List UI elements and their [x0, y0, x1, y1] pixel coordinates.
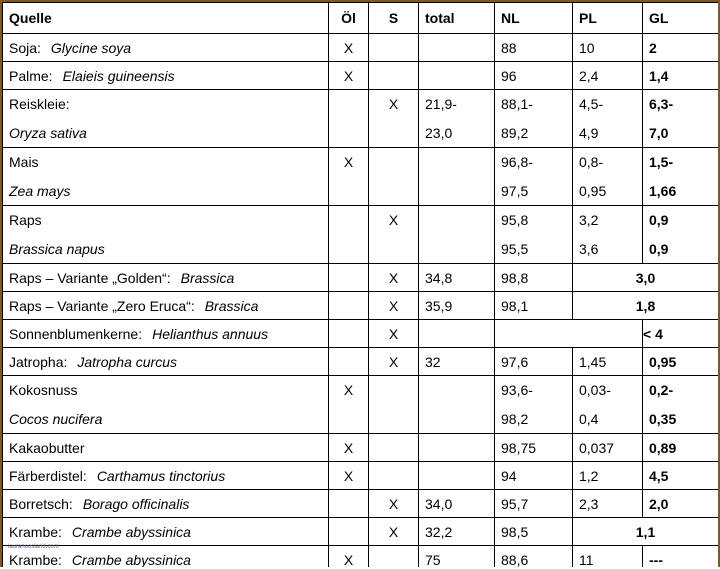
table-row	[3, 292, 719, 320]
gl-line: 7,0	[649, 125, 669, 141]
s-cell	[369, 546, 419, 568]
nl-cell: 88	[495, 34, 573, 62]
total-cell: 34,0	[419, 490, 495, 518]
pl-line: 4,9	[579, 125, 599, 141]
header-quelle: Quelle	[3, 3, 329, 34]
total-line	[419, 148, 494, 177]
pl-cell: 11	[573, 546, 643, 568]
total-line	[419, 206, 494, 235]
table-row	[3, 62, 719, 90]
oel-cell: X	[329, 62, 369, 90]
s-cell: X	[369, 90, 419, 148]
table-row	[3, 518, 719, 546]
nl-line: 93,6-	[501, 382, 533, 398]
nl-line: 88,1-	[501, 96, 533, 112]
source-cell	[3, 34, 329, 62]
table-row	[3, 148, 719, 206]
header-pl: PL	[573, 3, 643, 34]
header-s: S	[369, 3, 419, 34]
gl-cell	[643, 376, 719, 434]
nl-line: 96,8-	[501, 154, 533, 170]
s-cell: X	[369, 348, 419, 376]
source-latin: Cocos nucifera	[9, 411, 103, 427]
total-line: 21,9-	[425, 96, 457, 112]
s-cell: X	[369, 206, 419, 264]
source-name: Sonnenblumenkerne:	[9, 325, 143, 342]
source-name: Färberdistel:	[9, 467, 87, 484]
total-cell	[419, 90, 495, 148]
pl-cell: 0,037	[573, 434, 643, 462]
source-cell	[3, 264, 329, 292]
pl-line: 3,6	[579, 241, 599, 257]
gl-cell	[643, 148, 719, 206]
oel-cell: X	[329, 34, 369, 62]
total-line	[419, 235, 494, 263]
gl-line: 6,3-	[649, 96, 674, 112]
table-row	[3, 206, 719, 264]
source-latin: Brassica	[204, 297, 259, 314]
gl-line: 0,35	[649, 411, 677, 427]
pl-cell: 2,3	[573, 490, 643, 518]
source-latin: Borago officinalis	[82, 495, 190, 512]
oel-cell: X	[329, 376, 369, 434]
gl-cell: ---	[643, 546, 719, 568]
total-cell: 35,9	[419, 292, 495, 320]
table-row	[3, 490, 719, 518]
source-name: Krambe:	[9, 523, 62, 540]
gl-cell: 4,5	[643, 462, 719, 490]
gl-cell: < 4	[643, 320, 719, 348]
watermark: lauranoosland.com	[8, 544, 59, 550]
gl-line: 0,2-	[649, 382, 674, 398]
gl-cell: 0,95	[643, 348, 719, 376]
source-latin: Brassica	[180, 269, 235, 286]
source-name: Palme:	[9, 67, 53, 84]
s-cell	[369, 376, 419, 434]
nl-pl-merged-cell	[495, 320, 643, 348]
total-cell	[419, 148, 495, 206]
oel-cell	[329, 206, 369, 264]
gl-line: 1,5-	[649, 154, 674, 170]
total-line	[419, 405, 494, 433]
nl-line: 97,5	[501, 183, 529, 199]
source-name: Reiskleie:	[9, 96, 70, 112]
source-latin: Carthamus tinctorius	[96, 467, 226, 484]
nl-cell: 98,75	[495, 434, 573, 462]
source-name: Raps	[9, 212, 42, 228]
table-row	[3, 90, 719, 148]
source-latin: Elaieis guineensis	[62, 67, 175, 84]
pl-cell: 10	[573, 34, 643, 62]
total-cell	[419, 62, 495, 90]
nl-cell: 94	[495, 462, 573, 490]
source-cell	[3, 348, 329, 376]
oel-cell: X	[329, 148, 369, 206]
source-cell	[3, 292, 329, 320]
source-name: Borretsch:	[9, 495, 73, 512]
table-row	[3, 376, 719, 434]
header-row	[3, 3, 719, 34]
s-cell: X	[369, 518, 419, 546]
oel-cell	[329, 292, 369, 320]
source-latin: Helianthus annuus	[152, 325, 269, 342]
source-name: Jatropha:	[9, 353, 68, 370]
source-latin: Brassica napus	[9, 241, 105, 257]
table-row	[3, 462, 719, 490]
total-cell: 75	[419, 546, 495, 568]
gl-line: 0,9	[649, 241, 669, 257]
nl-cell	[495, 206, 573, 264]
total-cell	[419, 434, 495, 462]
source-latin: Crambe abyssinica	[71, 551, 191, 567]
pl-gl-merged-cell: 3,0	[573, 264, 719, 292]
s-cell: X	[369, 490, 419, 518]
total-cell: 32,2	[419, 518, 495, 546]
oel-cell	[329, 264, 369, 292]
s-cell	[369, 34, 419, 62]
nl-cell: 97,6	[495, 348, 573, 376]
source-cell	[3, 320, 329, 348]
oil-source-table	[2, 2, 719, 567]
table-row	[3, 546, 719, 568]
gl-cell: 2	[643, 34, 719, 62]
source-name: Krambe:	[9, 551, 62, 567]
total-cell	[419, 34, 495, 62]
nl-cell: 98,5	[495, 518, 573, 546]
total-cell: 34,8	[419, 264, 495, 292]
table-row	[3, 434, 719, 462]
source-latin: Oryza sativa	[9, 125, 87, 141]
source-name: Raps – Variante „Golden“:	[9, 269, 171, 286]
source-cell	[3, 462, 329, 490]
oel-cell	[329, 320, 369, 348]
pl-cell: 1,2	[573, 462, 643, 490]
s-cell	[369, 148, 419, 206]
total-cell	[419, 206, 495, 264]
source-cell	[3, 90, 329, 148]
nl-cell: 98,8	[495, 264, 573, 292]
total-cell	[419, 462, 495, 490]
oel-cell: X	[329, 546, 369, 568]
source-name: Mais	[9, 154, 39, 170]
pl-line: 4,5-	[579, 96, 604, 112]
gl-cell: 0,89	[643, 434, 719, 462]
total-cell	[419, 376, 495, 434]
pl-line: 0,4	[579, 411, 599, 427]
gl-cell	[643, 90, 719, 148]
nl-cell	[495, 90, 573, 148]
gl-line: 1,66	[649, 183, 677, 199]
oel-cell: X	[329, 434, 369, 462]
pl-cell: 2,4	[573, 62, 643, 90]
pl-cell: 1,45	[573, 348, 643, 376]
nl-cell	[495, 148, 573, 206]
pl-line: 0,95	[579, 183, 607, 199]
table-row	[3, 348, 719, 376]
nl-cell: 88,6	[495, 546, 573, 568]
nl-line: 95,5	[501, 241, 529, 257]
source-name: Kakaobutter	[9, 439, 85, 456]
s-cell: X	[369, 264, 419, 292]
total-line	[419, 177, 494, 205]
nl-line: 98,2	[501, 411, 529, 427]
s-cell	[369, 434, 419, 462]
source-cell	[3, 148, 329, 206]
total-line: 23,0	[425, 125, 453, 141]
header-total: total	[419, 3, 495, 34]
pl-cell	[573, 206, 643, 264]
nl-cell: 95,7	[495, 490, 573, 518]
oel-cell	[329, 518, 369, 546]
source-latin: Glycine soya	[50, 39, 132, 56]
pl-cell	[573, 148, 643, 206]
nl-cell	[495, 376, 573, 434]
nl-cell: 96	[495, 62, 573, 90]
source-latin: Zea mays	[9, 183, 71, 199]
s-cell	[369, 462, 419, 490]
total-cell: 32	[419, 348, 495, 376]
oel-cell: X	[329, 462, 369, 490]
pl-line: 3,2	[579, 212, 599, 228]
pl-line: 0,8-	[579, 154, 604, 170]
source-name: Soja:	[9, 39, 41, 56]
header-nl: NL	[495, 3, 573, 34]
source-cell	[3, 376, 329, 434]
source-cell	[3, 490, 329, 518]
nl-line: 95,8	[501, 212, 529, 228]
gl-cell: 2,0	[643, 490, 719, 518]
source-name: Raps – Variante „Zero Eruca“:	[9, 297, 195, 314]
oel-cell	[329, 90, 369, 148]
pl-gl-merged-cell: 1,8	[573, 292, 719, 320]
oel-cell	[329, 348, 369, 376]
source-latin: Jatropha curcus	[77, 353, 177, 370]
gl-cell	[643, 206, 719, 264]
pl-gl-merged-cell: 1,1	[573, 518, 719, 546]
nl-cell: 98,1	[495, 292, 573, 320]
total-line	[419, 376, 494, 405]
header-oel: Öl	[329, 3, 369, 34]
source-cell	[3, 206, 329, 264]
table-row	[3, 34, 719, 62]
table-row	[3, 264, 719, 292]
total-cell	[419, 320, 495, 348]
source-name: Kokosnuss	[9, 382, 78, 398]
s-cell: X	[369, 320, 419, 348]
nl-line: 89,2	[501, 125, 529, 141]
source-cell	[3, 62, 329, 90]
pl-cell	[573, 376, 643, 434]
table-row	[3, 320, 719, 348]
header-gl: GL	[643, 3, 719, 34]
s-cell: X	[369, 292, 419, 320]
gl-line: 0,9	[649, 212, 669, 228]
oel-cell	[329, 490, 369, 518]
source-latin: Crambe abyssinica	[71, 523, 191, 540]
source-cell	[3, 518, 329, 546]
source-cell	[3, 434, 329, 462]
s-cell	[369, 62, 419, 90]
gl-cell: 1,4	[643, 62, 719, 90]
pl-cell	[573, 90, 643, 148]
pl-line: 0,03-	[579, 382, 611, 398]
